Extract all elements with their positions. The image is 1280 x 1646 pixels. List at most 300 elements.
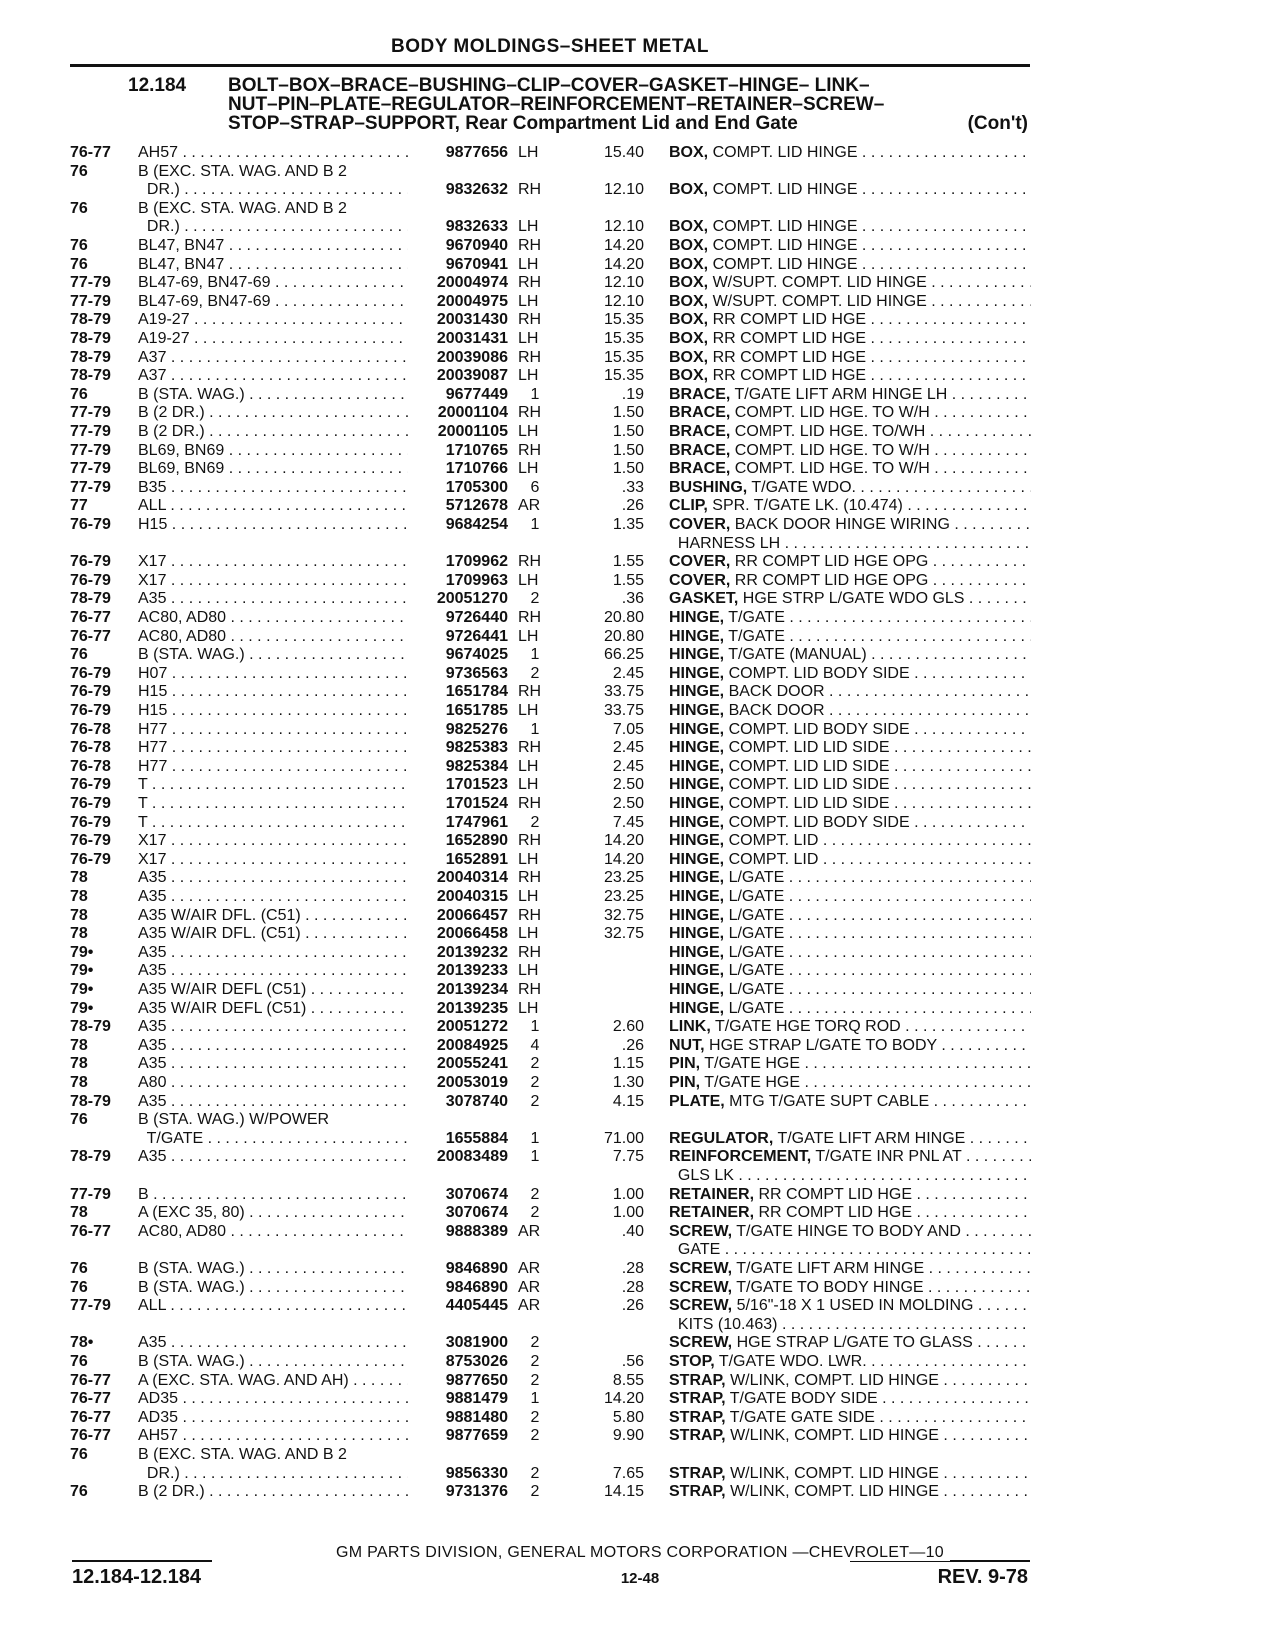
table-row (0, 293, 1280, 312)
price: 20.80 (603, 609, 644, 626)
price: 5.80 (612, 1408, 644, 1426)
description (669, 683, 1031, 702)
quantity: LH (518, 962, 539, 980)
part-description: T/GATE WDO. (751, 478, 856, 496)
model-code: AC80, AD80 . . . (138, 1223, 408, 1242)
quantity: LH (518, 925, 539, 943)
part-number: 3070674 (445, 1204, 508, 1222)
model-code: DR.) . . . (138, 1465, 408, 1484)
description (669, 1018, 1031, 1037)
table-row (0, 497, 1280, 516)
part-name: BRACE, (669, 385, 731, 403)
part-number: 20004974 (436, 274, 508, 292)
part-description: T/GATE BODY SIDE (729, 1390, 878, 1408)
model-year: 76-78 (70, 720, 111, 738)
part-number: 9670941 (445, 255, 508, 273)
quantity: LH (518, 757, 539, 775)
description (669, 1279, 1031, 1298)
model-code: H77 . . . (138, 721, 408, 740)
part-description: COMPT. LID LID SIDE (728, 739, 890, 757)
description (669, 721, 1031, 740)
quantity: 4 (530, 1036, 540, 1054)
description (669, 814, 1031, 833)
quantity: AR (518, 1278, 541, 1296)
table-row (0, 367, 1280, 386)
part-name: HINGE, (669, 683, 725, 701)
part-name: SCREW, (669, 1297, 733, 1315)
model-year: 76-77 (70, 609, 111, 626)
part-description: T/GATE TO BODY HINGE (736, 1278, 924, 1296)
description (669, 1409, 1031, 1428)
price: 9.90 (612, 1427, 644, 1445)
part-name: BOX, (669, 330, 709, 347)
part-number: 20031430 (436, 311, 508, 329)
price: 20.80 (603, 627, 644, 645)
model-code: ALL . . . (138, 1297, 408, 1316)
model-year: 77-79 (70, 423, 111, 440)
table-row (0, 869, 1280, 888)
quantity: 1 (530, 385, 540, 403)
model-year: 77-79 (70, 404, 111, 422)
part-description: COMPT. LID HGE. TO W/H (734, 460, 930, 478)
price: 7.45 (612, 813, 644, 831)
quantity: 2 (530, 1092, 540, 1110)
description (669, 1334, 1031, 1353)
part-description: MTG T/GATE SUPT CABLE (729, 1092, 930, 1110)
part-description: SPR. T/GATE LK. (10.474) (712, 497, 903, 515)
part-name: HINGE, (669, 869, 725, 887)
table-row (0, 776, 1280, 795)
part-number: 9736563 (445, 664, 508, 682)
description (669, 1204, 1031, 1223)
part-number: 5712678 (445, 497, 508, 515)
table-row (0, 590, 1280, 609)
model-code: X17 . . . (138, 832, 408, 851)
price: 23.25 (603, 888, 644, 905)
description (669, 311, 1031, 330)
model-year: 76 (70, 1446, 88, 1463)
page-title: BODY MOLDINGS–SHEET METAL (391, 36, 709, 57)
price: 1.50 (612, 441, 644, 459)
part-description: COMPT. LID HGE. TO/WH (734, 423, 926, 440)
part-name: COVER, (669, 516, 731, 533)
part-name: SCREW, (669, 1334, 733, 1352)
price: .40 (621, 1222, 644, 1240)
part-description: T/GATE (728, 609, 785, 626)
section-title-line: BOLT–BOX–BRACE–BUSHING–CLIP–COVER–GASKET–HINGE– LINK– (228, 75, 870, 96)
part-description: BACK DOOR (728, 683, 825, 701)
description (669, 981, 1031, 1000)
model-year: 76-78 (70, 757, 111, 775)
table-row (0, 1316, 1280, 1335)
part-number: 1652890 (445, 832, 508, 850)
page-header (70, 30, 1030, 67)
description (669, 256, 1031, 275)
model-year: 77-79 (70, 460, 111, 478)
table-row (0, 1186, 1280, 1205)
section-title-line (228, 114, 1028, 133)
quantity: RH (518, 553, 542, 571)
table-row (0, 1465, 1280, 1484)
part-description: COMPT. LID LID SIDE (728, 795, 890, 812)
table-row (0, 628, 1280, 647)
table-row (0, 404, 1280, 423)
price: 1.35 (612, 516, 644, 533)
model-code: A (EXC. STA. WAG. AND AH) . . . (138, 1372, 408, 1391)
description (669, 330, 1031, 349)
table-row (0, 1148, 1280, 1167)
table-row (0, 665, 1280, 684)
part-number: 9888389 (445, 1222, 508, 1240)
model-code: T . . . (138, 776, 408, 795)
part-number: 9832633 (445, 218, 508, 236)
model-year: 78 (70, 1204, 88, 1222)
model-year: 78-79 (70, 590, 111, 608)
part-name: BOX, (669, 181, 709, 199)
model-year: 78-79 (70, 1092, 111, 1110)
model-year: 76-79 (70, 664, 111, 682)
quantity: RH (518, 906, 542, 924)
description (669, 962, 1031, 981)
part-name: STRAP, (669, 1371, 726, 1389)
quantity: 2 (530, 1408, 540, 1426)
part-description: T/GATE GATE SIDE (729, 1408, 875, 1426)
part-name: HINGE, (669, 925, 725, 943)
description (669, 1427, 1031, 1446)
section-title-line: NUT–PIN–PLATE–REGULATOR–REINFORCEMENT–RETAINER–SCREW– (228, 94, 885, 115)
part-description: COMPT. LID HINGE (712, 218, 858, 236)
table-row (0, 442, 1280, 461)
model-year: 76-78 (70, 739, 111, 757)
description (669, 1055, 1031, 1074)
part-description: L/GATE (728, 943, 785, 961)
footer-section-range: 12.184-12.184 (72, 1566, 202, 1588)
model-year: 79• (70, 962, 94, 980)
table-row (0, 1241, 1280, 1260)
part-name: HINGE, (669, 888, 725, 905)
part-description: T/GATE HINGE TO BODY AND (736, 1222, 961, 1240)
table-row (0, 832, 1280, 851)
table-row (0, 1372, 1280, 1391)
model-code: A35 . . . (138, 962, 408, 981)
model-year: 78-79 (70, 1018, 111, 1036)
part-description: COMPT. LID BODY SIDE (728, 720, 910, 738)
part-description: COMPT. LID LID SIDE (728, 757, 890, 775)
description (669, 739, 1031, 758)
price: 33.75 (603, 683, 644, 701)
description (669, 609, 1031, 628)
part-description: T/GATE LIFT ARM HINGE (736, 1260, 925, 1277)
table-row (0, 1334, 1280, 1353)
model-code: AH57 . . . (138, 1427, 408, 1446)
model-year: 76-79 (70, 553, 111, 571)
model-code: B (EXC. STA. WAG. AND B 2 (138, 1446, 347, 1463)
model-year: 77-79 (70, 1185, 111, 1203)
quantity: RH (518, 943, 542, 961)
model-code: AC80, AD80 . . . (138, 609, 408, 628)
part-name: HINGE, (669, 664, 725, 682)
model-code: H15 . . . (138, 516, 408, 535)
model-code: A35 . . . (138, 888, 408, 907)
description (669, 293, 1031, 312)
description (669, 851, 1031, 870)
part-number: 20051270 (436, 590, 508, 608)
table-row (0, 1167, 1280, 1186)
price: 2.45 (612, 757, 644, 775)
model-year: 77-79 (70, 478, 111, 496)
model-year: 79• (70, 999, 94, 1017)
model-year: 77-79 (70, 1297, 111, 1315)
price: 4.15 (612, 1092, 644, 1110)
model-code: B (STA. WAG.) . . . (138, 386, 408, 405)
part-number: 20039086 (436, 348, 508, 366)
part-number: 1652891 (445, 850, 508, 868)
part-description: L/GATE (728, 962, 785, 980)
table-row (0, 1074, 1280, 1093)
footer-publisher (0, 1544, 1280, 1562)
description (669, 404, 1031, 423)
quantity: 1 (530, 1148, 540, 1166)
table-row (0, 981, 1280, 1000)
model-code: BL47, BN47 . . . (138, 237, 408, 256)
model-code: A35 . . . (138, 1037, 408, 1056)
model-code: B (STA. WAG.) . . . (138, 1353, 408, 1372)
part-number: 20031431 (436, 330, 508, 347)
model-year: 76-79 (70, 795, 111, 812)
model-code: B (EXC. STA. WAG. AND B 2 (138, 199, 347, 217)
part-name: HINGE, (669, 832, 725, 850)
model-code: H77 . . . (138, 758, 408, 777)
table-row (0, 181, 1280, 200)
part-description: HGE STRAP L/GATE TO BODY (709, 1036, 937, 1054)
description (669, 1074, 1031, 1093)
description (669, 832, 1031, 851)
table-row (0, 888, 1280, 907)
part-name: HINGE, (669, 813, 725, 831)
quantity: LH (518, 330, 539, 347)
part-description: GATE (669, 1241, 721, 1259)
model-year: 78• (70, 1334, 94, 1352)
model-code: BL47, BN47 . . . (138, 256, 408, 275)
price: 12.10 (603, 181, 644, 199)
price: 15.35 (603, 348, 644, 366)
price: .56 (621, 1353, 644, 1370)
part-name: BRACE, (669, 404, 731, 422)
quantity: RH (518, 795, 542, 812)
model-year: 76 (70, 646, 88, 664)
quantity: LH (518, 776, 539, 794)
quantity: 2 (530, 1427, 540, 1445)
part-number: 9731376 (445, 1483, 508, 1501)
description (669, 1372, 1031, 1391)
quantity: LH (518, 144, 539, 161)
price: 14.20 (603, 237, 644, 254)
model-year: 77 (70, 497, 88, 515)
part-number: 1651785 (445, 702, 508, 719)
part-number: 20084925 (436, 1036, 508, 1054)
part-number: 8753026 (445, 1353, 508, 1370)
table-row (0, 1037, 1280, 1056)
model-code: A35 . . . (138, 944, 408, 963)
part-description: GLS LK (669, 1167, 734, 1184)
model-code: A37 . . . (138, 367, 408, 386)
table-row (0, 814, 1280, 833)
model-code: A35 W/AIR DFL. (C51) . . . (138, 907, 408, 926)
price: .26 (621, 1297, 644, 1315)
quantity: LH (518, 292, 539, 310)
model-code: A35 . . . (138, 1093, 408, 1112)
price: 1.00 (612, 1204, 644, 1222)
part-name: HINGE, (669, 850, 725, 868)
model-code: B . . . (138, 1186, 408, 1205)
model-year: 76 (70, 385, 88, 403)
model-year: 76-77 (70, 1408, 111, 1426)
part-number: 20139234 (436, 981, 508, 998)
description (669, 646, 1031, 665)
table-row (0, 944, 1280, 963)
quantity: LH (518, 367, 539, 385)
quantity: 2 (530, 1371, 540, 1389)
quantity: LH (518, 888, 539, 905)
table-row (0, 721, 1280, 740)
price: 7.65 (612, 1464, 644, 1482)
table-row (0, 144, 1280, 163)
part-name: BOX, (669, 274, 709, 292)
quantity: 2 (530, 1074, 540, 1091)
model-year: 76-77 (70, 627, 111, 645)
part-description: RR COMPT LID HGE OPG (734, 553, 929, 571)
part-name: STRAP, (669, 1427, 726, 1445)
model-code: A35 . . . (138, 1334, 408, 1353)
part-name: RETAINER, (669, 1185, 755, 1203)
part-number: 1709963 (445, 571, 508, 589)
price: 15.35 (603, 330, 644, 347)
part-description: T/GATE HGE (704, 1074, 800, 1091)
table-row (0, 1297, 1280, 1316)
price: .26 (621, 1036, 644, 1054)
part-name: PIN, (669, 1074, 701, 1091)
part-name: NUT, (669, 1036, 705, 1054)
description (669, 758, 1031, 777)
price: 2.45 (612, 664, 644, 682)
quantity: RH (518, 311, 542, 329)
model-year: 78-79 (70, 311, 111, 329)
model-year: 77-79 (70, 292, 111, 310)
table-row (0, 702, 1280, 721)
model-year: 78 (70, 869, 88, 887)
part-number: 1747961 (445, 813, 508, 831)
part-number: 9877650 (445, 1371, 508, 1389)
part-number: 20139232 (436, 943, 508, 961)
part-name: STRAP, (669, 1483, 726, 1501)
description (669, 628, 1031, 647)
part-number: 9726441 (445, 627, 508, 645)
description (669, 590, 1031, 609)
part-name: HINGE, (669, 795, 725, 812)
part-number: 20139233 (436, 962, 508, 980)
table-row (0, 237, 1280, 256)
quantity: 2 (530, 1055, 540, 1073)
description (669, 423, 1031, 442)
part-name: BOX, (669, 255, 709, 273)
part-name: HINGE, (669, 757, 725, 775)
model-code: AC80, AD80 . . . (138, 628, 408, 647)
part-number: 9881480 (445, 1408, 508, 1426)
part-description: T/GATE HGE (704, 1055, 800, 1073)
model-year: 76-79 (70, 813, 111, 831)
table-row (0, 386, 1280, 405)
model-code: H77 . . . (138, 739, 408, 758)
model-code: B (STA. WAG.) . . . (138, 646, 408, 665)
part-name: RETAINER, (669, 1204, 755, 1222)
part-description: T/GATE HGE TORQ ROD (714, 1018, 901, 1036)
part-description: W/LINK, COMPT. LID HINGE (730, 1483, 939, 1501)
part-description: RR COMPT LID HGE (758, 1185, 912, 1203)
table-row (0, 163, 1280, 182)
part-description: COMPT. LID HINGE (712, 144, 858, 161)
part-number: 9825276 (445, 720, 508, 738)
model-year: 78 (70, 925, 88, 943)
price: 33.75 (603, 702, 644, 719)
part-description: T/GATE (728, 627, 785, 645)
quantity: LH (518, 702, 539, 719)
table-row (0, 330, 1280, 349)
part-number: 3081900 (445, 1334, 508, 1352)
part-description: L/GATE (728, 925, 785, 943)
footer-page-number: 12-48 (620, 1570, 660, 1587)
table-row (0, 535, 1280, 554)
quantity: RH (518, 609, 542, 626)
price: .36 (621, 590, 644, 608)
table-row (0, 683, 1280, 702)
table-row (0, 1260, 1280, 1279)
price: 14.20 (603, 255, 644, 273)
model-code: A35 . . . (138, 590, 408, 609)
price: 2.45 (612, 739, 644, 757)
part-description: L/GATE (728, 906, 785, 924)
part-name: SCREW, (669, 1222, 733, 1240)
model-year: 76 (70, 1353, 88, 1370)
quantity: 1 (530, 1129, 540, 1147)
quantity: LH (518, 627, 539, 645)
part-number: 20001104 (437, 404, 508, 422)
part-name: HINGE, (669, 981, 725, 998)
part-name: BOX, (669, 218, 709, 236)
model-year: 78 (70, 906, 88, 924)
part-name: SCREW, (669, 1260, 733, 1277)
description (669, 925, 1031, 944)
table-row (0, 423, 1280, 442)
table-row (0, 851, 1280, 870)
model-year: 78-79 (70, 348, 111, 366)
table-row (0, 553, 1280, 572)
table-row (0, 1055, 1280, 1074)
model-code: BL69, BN69 . . . (138, 460, 408, 479)
part-number: 1701523 (445, 776, 508, 794)
part-name: STRAP, (669, 1408, 726, 1426)
quantity: 1 (530, 1390, 540, 1408)
model-code: H15 . . . (138, 683, 408, 702)
table-row (0, 1279, 1280, 1298)
model-code: A37 . . . (138, 349, 408, 368)
model-code: B (STA. WAG.) . . . (138, 1260, 408, 1279)
description (669, 497, 1031, 516)
part-number: 9726440 (445, 609, 508, 626)
price: 1.15 (612, 1055, 644, 1073)
part-number: 9670940 (445, 237, 508, 254)
model-code: BL47-69, BN47-69 . . . (138, 293, 408, 312)
table-row (0, 1446, 1280, 1465)
